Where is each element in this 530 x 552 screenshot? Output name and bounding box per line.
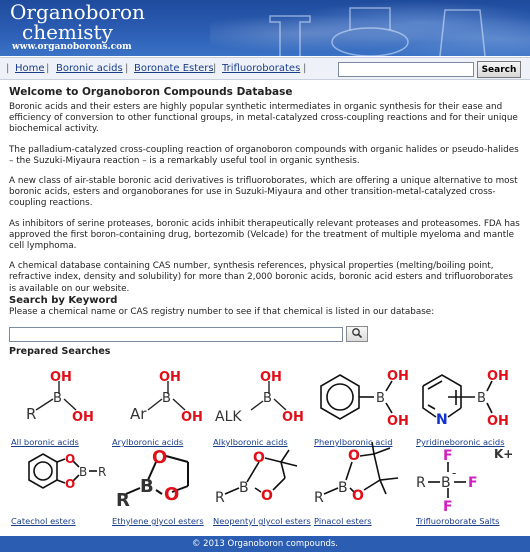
svg-text:R: R (314, 490, 324, 506)
svg-text:OH: OH (260, 370, 282, 385)
svg-text:B: B (441, 475, 451, 491)
ethylene-glycol-ester-structure-icon (110, 440, 210, 512)
svg-text:O: O (253, 450, 265, 466)
svg-text:OH: OH (159, 370, 181, 385)
svg-text:R: R (98, 465, 107, 479)
svg-text:R: R (416, 475, 426, 491)
intro-paragraph: Boronic acids and their esters are highly popular synthetic intermediates in organic synthesis for their ease and efficiency of conversion to other functional groups, in metal-catalyzed cross-coupling reactions and for their unique biochemical activity. (9, 102, 518, 135)
prepared-search-label[interactable]: Phenylboronic acid (314, 437, 393, 447)
protease-paragraph: As inhibitors of serine proteases, boronic acids inhibit therapeutically relevant proteases and proteasomes. FDA has approved the first boron-containing drug, bortezomib (Velcade) for the treatment of multiple myeloma and mantle cell lymphoma. (9, 218, 520, 252)
svg-text:O: O (164, 484, 180, 505)
svg-text:OH: OH (282, 410, 304, 425)
prepared-search-ethylene-glycol-esters[interactable] (110, 440, 212, 526)
svg-text:O: O (65, 452, 76, 466)
nav-separator: | (303, 63, 307, 74)
nav-separator: | (125, 63, 129, 74)
top-search-input[interactable] (338, 62, 474, 77)
svg-text:B: B (140, 476, 154, 497)
prepared-search-pinacol-esters[interactable] (312, 440, 414, 526)
nav-item-home[interactable]: Home (15, 63, 45, 74)
svg-text:OH: OH (50, 370, 72, 385)
svg-text:F: F (443, 448, 453, 464)
svg-text:B: B (162, 391, 171, 406)
svg-text:OH: OH (387, 369, 409, 384)
svg-text:O: O (348, 448, 360, 464)
prepared-search-label[interactable]: Trifluoroborate Salts (416, 516, 500, 526)
nav-separator: | (6, 63, 10, 74)
svg-text:OH: OH (72, 410, 94, 425)
glassware-icon (240, 2, 500, 56)
trifluoroborate-paragraph: A new class of air-stable boronic acid derivatives is trifluoroborates, which are offering a unique alternative to most boronic acids, esters and organoboranes for use in Suzuki-Miyaura and other transition-metal-catalyzed cross-coupling reactions. (9, 176, 518, 209)
keyword-search-input[interactable] (9, 327, 343, 342)
keyword-search-description: Please a chemical name or CAS registry number to see if that chemical is listed in our database: (9, 307, 435, 317)
keyword-search-heading: Search by Keyword (9, 295, 118, 306)
catechol-ester-structure-icon (9, 440, 109, 512)
prepared-search-label[interactable]: Neopentyl glycol esters (213, 516, 311, 526)
footer: © 2013 Organoboron compounds. (0, 536, 530, 552)
page-title: Welcome to Organoboron Compounds Database (9, 86, 293, 98)
site-header (0, 0, 530, 56)
prepared-search-all-boronic-acids[interactable] (9, 361, 111, 447)
site-title-line2: chemisty (22, 20, 113, 44)
keyword-search-button[interactable] (346, 326, 368, 342)
magnifier-icon (351, 327, 363, 339)
svg-text:B: B (263, 391, 272, 406)
svg-text:B: B (338, 480, 348, 496)
pyridineboronic-acid-structure-icon (414, 361, 514, 433)
top-search-button[interactable]: Search (477, 61, 521, 78)
nav-item-boronate-esters[interactable]: Boronate Esters (134, 63, 214, 74)
trifluoroborate-structure-icon (414, 440, 514, 512)
prepared-search-pyridineboronic-acids[interactable] (414, 361, 516, 447)
site-title-line1: Organoboron (10, 0, 145, 24)
svg-text:O: O (65, 477, 76, 491)
prepared-search-alkylboronic-acids[interactable] (211, 361, 313, 447)
svg-text:O: O (152, 447, 168, 468)
svg-text:R: R (215, 490, 225, 506)
svg-text:B: B (79, 465, 88, 479)
svg-text:O: O (261, 488, 273, 504)
prepared-search-label[interactable]: Catechol esters (11, 516, 76, 526)
svg-text:F: F (443, 499, 453, 512)
svg-text:R: R (26, 405, 37, 423)
alkylboronic-acid-structure-icon (211, 361, 311, 433)
svg-text:N: N (436, 412, 448, 428)
svg-text:B: B (53, 391, 62, 406)
prepared-search-label[interactable]: Pyridineboronic acids (416, 437, 505, 447)
prepared-search-trifluoroborate-salts[interactable] (414, 440, 516, 526)
main-content (9, 86, 521, 304)
svg-text:OH: OH (387, 414, 409, 429)
nav-separator: | (46, 63, 50, 74)
svg-text:B: B (376, 391, 385, 406)
nav-item-trifluoroborates[interactable]: Trifluoroborates (222, 63, 301, 74)
svg-text:O: O (352, 488, 364, 504)
suzuki-paragraph: The palladium-catalyzed cross-coupling reaction of organoboron compounds with organic halides or pseudo-halides – the Suzuki-Miyaura reaction – is a remarkably useful tool in organic synthesis. (9, 144, 519, 166)
prepared-search-label[interactable]: Pinacol esters (314, 516, 372, 526)
svg-text:F: F (468, 475, 478, 491)
svg-text:B: B (477, 391, 486, 406)
nav-separator: | (213, 63, 217, 74)
neopentyl-glycol-ester-structure-icon (211, 440, 311, 512)
svg-text:R: R (116, 490, 130, 511)
nav-bar (0, 57, 530, 80)
phenylboronic-acid-structure-icon (312, 361, 412, 433)
svg-text:OH: OH (487, 414, 509, 429)
svg-text:Ar: Ar (130, 405, 147, 423)
boronic-acid-structure-icon (9, 361, 109, 433)
prepared-search-label[interactable]: Alkylboronic acids (213, 437, 288, 447)
svg-text:OH: OH (181, 410, 203, 425)
nav-item-boronic-acids[interactable]: Boronic acids (56, 63, 123, 74)
svg-text:OH: OH (487, 369, 509, 384)
svg-text:ALK: ALK (215, 409, 242, 425)
prepared-search-catechol-esters[interactable] (9, 440, 111, 526)
arylboronic-acid-structure-icon (110, 361, 210, 433)
database-paragraph: A chemical database containing CAS number, synthesis references, physical properties (melting/boiling point, refractive index, density and solubility) for more than 2,000 boronic acids, boronic acid esters and trifluoroborates is available on our website. (9, 261, 513, 294)
site-title (10, 2, 145, 42)
prepared-search-label[interactable]: Arylboronic acids (112, 437, 184, 447)
pinacol-ester-structure-icon (312, 440, 412, 512)
site-url: www.organoborons.com (12, 42, 132, 52)
prepared-search-label[interactable]: Ethylene glycol esters (112, 516, 204, 526)
svg-text:K+: K+ (494, 447, 514, 461)
prepared-search-neopentyl-glycol-esters[interactable] (211, 440, 313, 526)
prepared-search-arylboronic-acids[interactable] (110, 361, 212, 447)
prepared-searches-heading: Prepared Searches (9, 346, 111, 357)
prepared-search-label[interactable]: All boronic acids (11, 437, 79, 447)
svg-text:-: - (452, 466, 457, 480)
svg-text:B: B (239, 480, 249, 496)
prepared-search-phenylboronic-acid[interactable] (312, 361, 414, 447)
